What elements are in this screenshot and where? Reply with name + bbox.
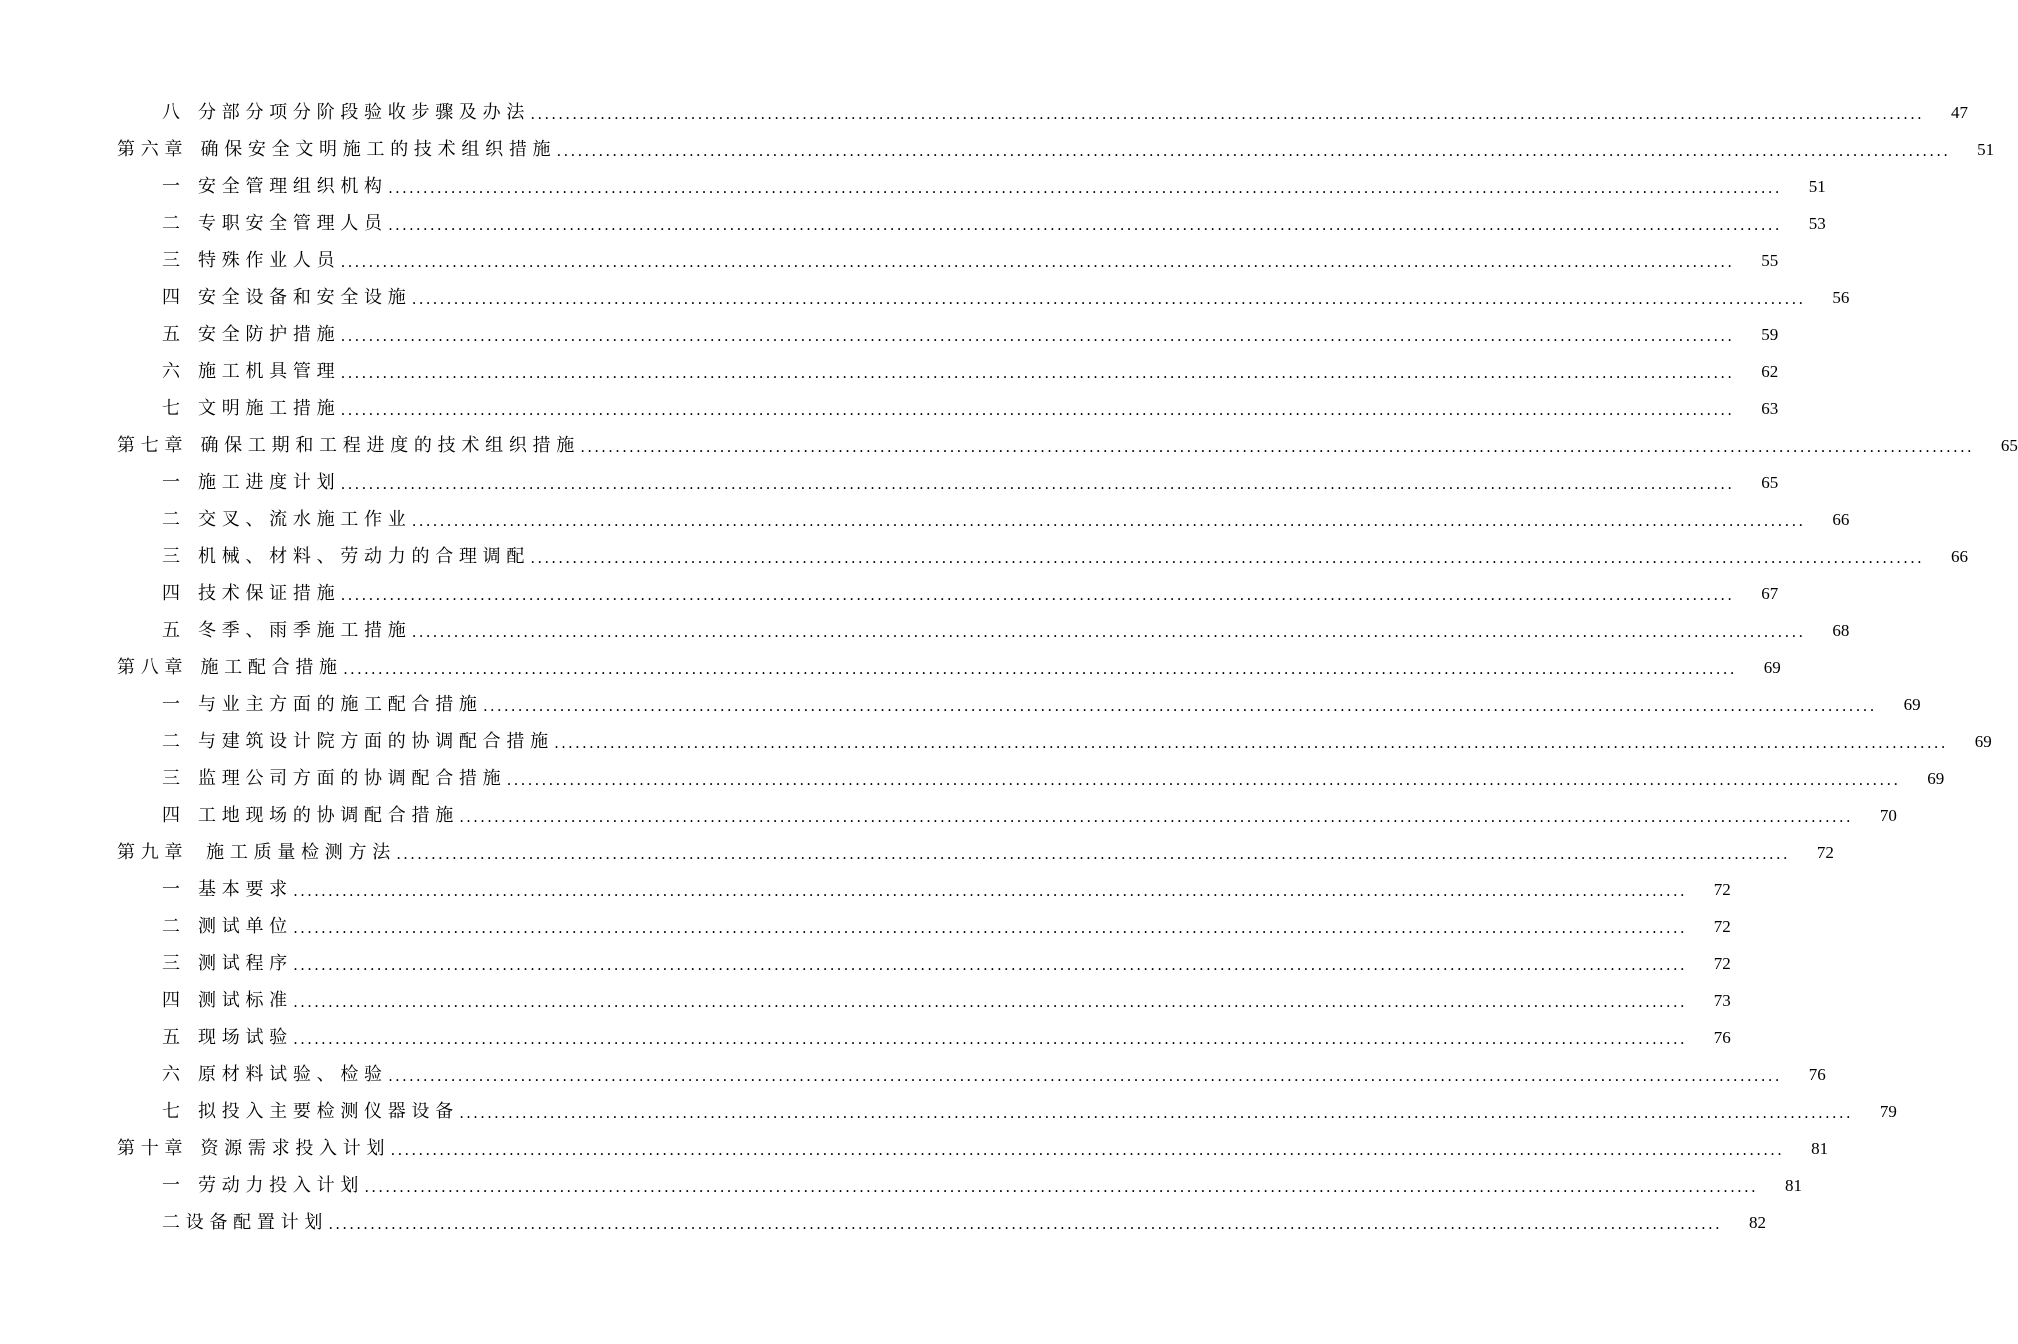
toc-entry-title: 四 安 全 设 备 和 安 全 设 施: [162, 287, 406, 308]
toc-leader-dots: ........................................................................................................................................................................................................: [340, 364, 1735, 382]
toc-entry-title: 第 九 章 施 工 质 量 检 测 方 法: [117, 842, 391, 863]
toc-page-number: 81: [1811, 1139, 1829, 1158]
toc-entry-title: 七 文 明 施 工 措 施: [162, 398, 335, 419]
toc-leader-dots: ........................................................................................................................................................................................................: [340, 253, 1735, 271]
toc-page-number: 47: [1951, 103, 1969, 122]
toc-section-entry[interactable]: [0, 279, 1850, 316]
toc-entry-title: 二 测 试 单 位: [162, 916, 288, 937]
toc-entry-title: 四 技 术 保 证 措 施: [162, 583, 335, 604]
toc-leader-dots: ........................................................................................................................................................................................................: [388, 179, 1782, 197]
toc-leader-dots: ........................................................................................................................................................................................................: [340, 327, 1735, 345]
toc-page-number: 53: [1808, 214, 1826, 233]
toc-section-entry[interactable]: [0, 353, 1779, 390]
toc-entry-title: 四 测 试 标 准: [162, 990, 288, 1011]
toc-page-number: 66: [1832, 510, 1850, 529]
toc-leader-dots: ........................................................................................................................................................................................................: [506, 771, 1901, 789]
toc-page-number: 82: [1748, 1213, 1766, 1232]
toc-section-entry[interactable]: [0, 242, 1779, 279]
toc-entry-title: 第 十 章 资 源 需 求 投 入 计 划: [117, 1138, 385, 1159]
toc-entry-title: 五 冬 季 、 雨 季 施 工 措 施: [162, 620, 406, 641]
toc-section-entry[interactable]: [0, 94, 1969, 131]
toc-leader-dots: ........................................................................................................................................................................................................: [340, 401, 1735, 419]
toc-section-entry[interactable]: [0, 1204, 1766, 1241]
toc-entry-title: 六 原 材 料 试 验 、 检 验: [162, 1064, 383, 1085]
toc-entry-title: 五 安 全 防 护 措 施: [162, 324, 335, 345]
toc-page-number: 65: [1761, 473, 1779, 492]
toc-page-number: 69: [1927, 769, 1945, 788]
toc-page-number: 59: [1761, 325, 1779, 344]
toc-leader-dots: ........................................................................................................................................................................................................: [411, 290, 1806, 308]
toc-page-number: 76: [1808, 1065, 1826, 1084]
toc-entry-title: 第 七 章 确 保 工 期 和 工 程 进 度 的 技 术 组 织 措 施: [117, 435, 575, 456]
toc-leader-dots: ........................................................................................................................................................................................................: [388, 1067, 1782, 1085]
toc-chapter-entry[interactable]: [0, 427, 2018, 464]
toc-leader-dots: ........................................................................................................................................................................................................: [580, 438, 1974, 456]
toc-page-number: 81: [1784, 1176, 1802, 1195]
toc-section-entry[interactable]: [0, 982, 1731, 1019]
toc-page-number: 72: [1816, 843, 1834, 862]
toc-leader-dots: ........................................................................................................................................................................................................: [293, 993, 1687, 1011]
toc-entry-title: 三 监 理 公 司 方 面 的 协 调 配 合 措 施: [162, 768, 501, 789]
toc-leader-dots: ........................................................................................................................................................................................................: [388, 216, 1782, 234]
toc-section-entry[interactable]: [0, 1056, 1826, 1093]
toc-chapter-entry[interactable]: [0, 649, 1781, 686]
toc-entry-title: 三 特 殊 作 业 人 员: [162, 250, 335, 271]
toc-page-number: 66: [1951, 547, 1969, 566]
toc-entry-title: 二 专 职 安 全 管 理 人 员: [162, 213, 383, 234]
toc-page-number: 51: [1977, 140, 1995, 159]
toc-leader-dots: ........................................................................................................................................................................................................: [343, 660, 1737, 678]
toc-entry-title: 一 与 业 主 方 面 的 施 工 配 合 措 施: [162, 694, 477, 715]
toc-leader-dots: ........................................................................................................................................................................................................: [340, 586, 1735, 604]
toc-entry-title: 六 施 工 机 具 管 理: [162, 361, 335, 382]
toc-entry-title: 一 劳 动 力 投 入 计 划: [162, 1175, 359, 1196]
toc-section-entry[interactable]: [0, 390, 1779, 427]
toc-page-number: 68: [1832, 621, 1850, 640]
toc-leader-dots: ........................................................................................................................................................................................................: [293, 956, 1687, 974]
toc-section-entry[interactable]: [0, 871, 1731, 908]
toc-page-number: 67: [1761, 584, 1779, 603]
toc-section-entry[interactable]: [0, 1167, 1802, 1204]
toc-page-number: 69: [1903, 695, 1921, 714]
toc-leader-dots: ........................................................................................................................................................................................................: [293, 882, 1687, 900]
toc-entry-title: 第 八 章 施 工 配 合 措 施: [117, 657, 338, 678]
toc-leader-dots: ........................................................................................................................................................................................................: [411, 623, 1806, 641]
toc-leader-dots: ........................................................................................................................................................................................................: [328, 1215, 1722, 1233]
toc-section-entry[interactable]: [0, 1019, 1731, 1056]
toc-chapter-entry[interactable]: [0, 834, 1834, 871]
toc-entry-title: 三 测 试 程 序: [162, 953, 288, 974]
toc-section-entry[interactable]: [0, 205, 1826, 242]
toc-page-number: 76: [1713, 1028, 1731, 1047]
toc-page-number: 72: [1713, 880, 1731, 899]
toc-page-number: 62: [1761, 362, 1779, 381]
toc-page-number: 69: [1974, 732, 1992, 751]
toc-leader-dots: ........................................................................................................................................................................................................: [293, 1030, 1687, 1048]
toc-leader-dots: ........................................................................................................................................................................................................: [530, 549, 1925, 567]
toc-section-entry[interactable]: [0, 723, 1992, 760]
toc-page-number: 63: [1761, 399, 1779, 418]
toc-leader-dots: ........................................................................................................................................................................................................: [411, 512, 1806, 530]
toc-section-entry[interactable]: [0, 538, 1969, 575]
toc-page-number: 79: [1879, 1102, 1897, 1121]
toc-leader-dots: ........................................................................................................................................................................................................: [482, 697, 1877, 715]
toc-page-number: 72: [1713, 954, 1731, 973]
toc-leader-dots: ........................................................................................................................................................................................................: [459, 808, 1853, 826]
toc-page-number: 73: [1713, 991, 1731, 1010]
toc-entry-title: 一 施 工 进 度 计 划: [162, 472, 335, 493]
toc-entry-title: 二 设 备 配 置 计 划: [162, 1212, 323, 1233]
toc-section-entry[interactable]: [0, 1093, 1897, 1130]
toc-leader-dots: ........................................................................................................................................................................................................: [556, 142, 1951, 160]
toc-leader-dots: ........................................................................................................................................................................................................: [554, 734, 1948, 752]
toc-entry-title: 第 六 章 确 保 安 全 文 明 施 工 的 技 术 组 织 措 施: [117, 139, 551, 160]
toc-section-entry[interactable]: [0, 575, 1779, 612]
toc-section-entry[interactable]: [0, 686, 1921, 723]
toc-leader-dots: ........................................................................................................................................................................................................: [340, 475, 1735, 493]
toc-leader-dots: ........................................................................................................................................................................................................: [364, 1178, 1758, 1196]
toc-leader-dots: ........................................................................................................................................................................................................: [530, 105, 1925, 123]
toc-chapter-entry[interactable]: [0, 131, 1995, 168]
toc-leader-dots: ........................................................................................................................................................................................................: [459, 1104, 1853, 1122]
toc-page-number: 70: [1879, 806, 1897, 825]
toc-chapter-entry[interactable]: [0, 1130, 1829, 1167]
toc-leader-dots: ........................................................................................................................................................................................................: [390, 1141, 1785, 1159]
toc-section-entry[interactable]: [0, 612, 1850, 649]
toc-leader-dots: ........................................................................................................................................................................................................: [293, 919, 1687, 937]
toc-page-number: 65: [2000, 436, 2018, 455]
toc-section-entry[interactable]: [0, 760, 1945, 797]
toc-page-number: 51: [1808, 177, 1826, 196]
toc-section-entry[interactable]: [0, 797, 1897, 834]
toc-page-number: 72: [1713, 917, 1731, 936]
toc-page-number: 56: [1832, 288, 1850, 307]
toc-entry-title: 一 安 全 管 理 组 织 机 构: [162, 176, 383, 197]
toc-entry-title: 七 拟 投 入 主 要 检 测 仪 器 设 备: [162, 1101, 454, 1122]
table-of-contents: [0, 94, 2018, 1241]
toc-entry-title: 四 工 地 现 场 的 协 调 配 合 措 施: [162, 805, 454, 826]
toc-entry-title: 一 基 本 要 求: [162, 879, 288, 900]
toc-entry-title: 五 现 场 试 验: [162, 1027, 288, 1048]
toc-section-entry[interactable]: [0, 945, 1731, 982]
toc-entry-title: 二 与 建 筑 设 计 院 方 面 的 协 调 配 合 措 施: [162, 731, 549, 752]
toc-entry-title: 二 交 叉 、 流 水 施 工 作 业: [162, 509, 406, 530]
toc-section-entry[interactable]: [0, 908, 1731, 945]
toc-page-number: 55: [1761, 251, 1779, 270]
toc-entry-title: 八 分 部 分 项 分 阶 段 验 收 步 骤 及 办 法: [162, 102, 525, 123]
toc-page-number: 69: [1763, 658, 1781, 677]
toc-section-entry[interactable]: [0, 316, 1779, 353]
toc-section-entry[interactable]: [0, 464, 1779, 501]
toc-leader-dots: ........................................................................................................................................................................................................: [396, 845, 1790, 863]
toc-entry-title: 三 机 械 、 材 料 、 劳 动 力 的 合 理 调 配: [162, 546, 525, 567]
toc-section-entry[interactable]: [0, 168, 1826, 205]
toc-section-entry[interactable]: [0, 501, 1850, 538]
